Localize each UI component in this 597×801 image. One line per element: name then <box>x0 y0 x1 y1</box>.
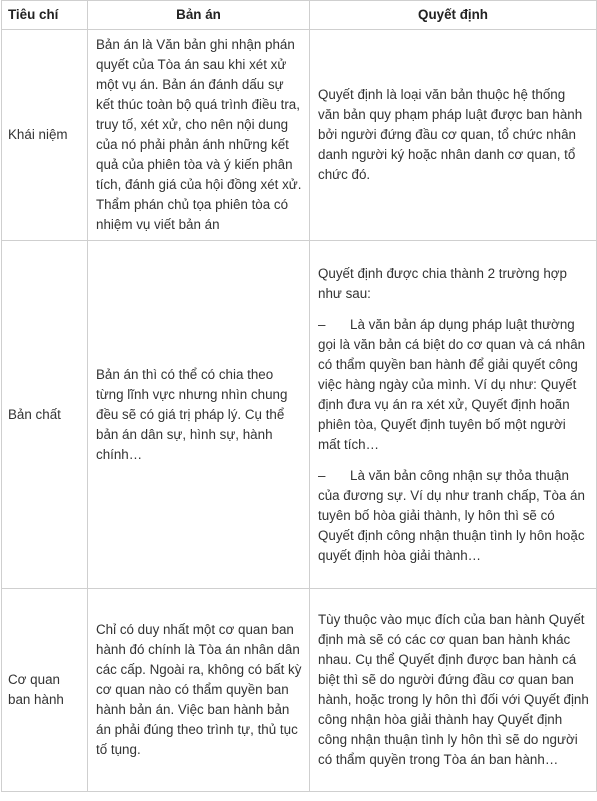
quyet-dinh-intro: Quyết định được chia thành 2 trường hợp như sau: <box>318 265 567 301</box>
quyet-dinh-item-text: Là văn bản áp dụng pháp luật thường gọi là văn bản cá biệt do cơ quan và cá nhân có thẩm quyền ban hành để giải quyết công việc hàng ngày của mình. Ví dụ như: Quyết định đưa vụ án ra xét xử, Quyết định hoãn phiên tòa, Quyết định tuyên bố một người mất tích… <box>318 316 586 452</box>
row-ban-an-cell: Bản án là Văn bản ghi nhận phán quyết của Tòa án sau khi xét xử một vụ án. Bản án đánh dấu sự kết thúc toàn bộ quá trình điều tra, truy tố, xét xử, cho nên nội dung của nó phải phản ánh những kết quả của phiên tòa và ý kiến phân tích, đánh giá của hội đồng xét xử. Thẩm phán chủ tọa phiên tòa có nhiệm vụ viết bản án <box>88 30 310 241</box>
header-ban-an: Bản án <box>88 1 310 30</box>
row-ban-an-cell: Chỉ có duy nhất một cơ quan ban hành đó chính là Tòa án nhân dân các cấp. Ngoài ra, không có bất kỳ cơ quan nào có thẩm quyền ban hành bản án. Việc ban hành bản án phải đúng theo trình tự, thủ tục tố tụng. <box>88 589 310 792</box>
table-row <box>2 241 597 589</box>
table-row <box>2 30 597 241</box>
quyet-dinh-item <box>318 315 590 455</box>
row-criterion: Cơ quan ban hành <box>2 589 88 792</box>
quyet-dinh-item-text: Là văn bản công nhận sự thỏa thuận của đương sự. Ví dụ như tranh chấp, Tòa án tuyên bố hòa giải thành, ly hôn thì sẽ có Quyết định công nhận thuận tình ly hôn hoặc quyết định hòa giải thành… <box>318 467 585 563</box>
dash-marker: – <box>318 316 326 332</box>
quyet-dinh-item <box>318 466 590 566</box>
row-quyet-dinh-cell <box>310 241 597 589</box>
row-quyet-dinh-cell: Quyết định là loại văn bản thuộc hệ thống văn bản quy phạm pháp luật được ban hành bởi người đứng đầu cơ quan, tổ chức nhân danh người ký hoặc nhân danh cơ quan, tổ chức đó. <box>310 30 597 241</box>
table-row <box>2 589 597 792</box>
row-criterion: Khái niệm <box>2 30 88 241</box>
header-quyet-dinh: Quyết định <box>310 1 597 30</box>
comparison-table <box>1 0 597 792</box>
row-quyet-dinh-cell: Tùy thuộc vào mục đích của ban hành Quyết định mà sẽ có các cơ quan ban hành khác nhau. Cụ thể Quyết định được ban hành cá biệt thì sẽ do người đứng đầu cơ quan ban hành, hoặc trong ly hôn thì đối với Quyết định công nhận hòa giải thành hay Quyết định công nhận thuận tình ly hôn thì sẽ do người có thẩm quyền trong Tòa án ban hành… <box>310 589 597 792</box>
table-header-row <box>2 1 597 30</box>
dash-marker: – <box>318 467 326 483</box>
row-ban-an-cell: Bản án thì có thể có chia theo từng lĩnh vực nhưng nhìn chung đều sẽ có giá trị pháp lý. Cụ thể bản án dân sự, hình sự, hành chính… <box>88 241 310 589</box>
header-criterion: Tiêu chí <box>2 1 88 30</box>
row-criterion: Bản chất <box>2 241 88 589</box>
